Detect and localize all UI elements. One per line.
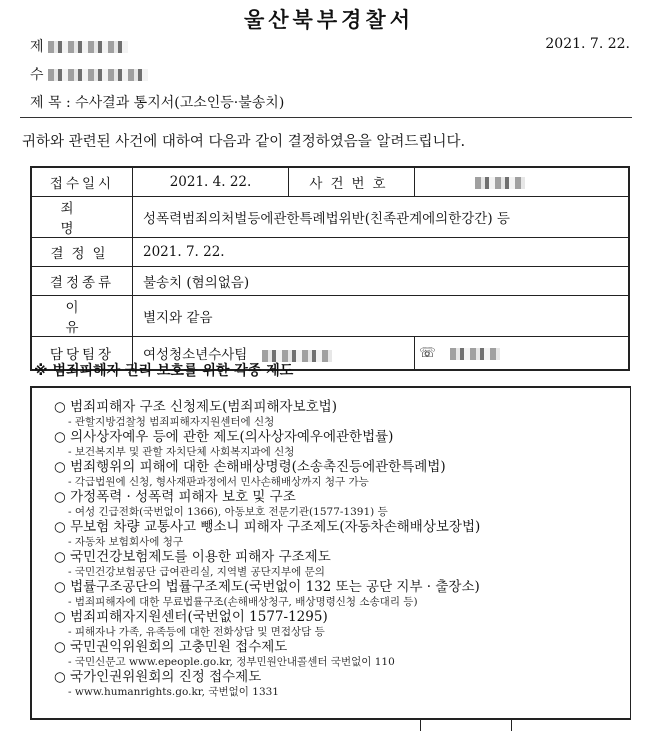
program-title-text: 국가인권위원회의 진정 접수제도 (70, 669, 262, 685)
officer-team: 여성청소년수사팀 (143, 347, 248, 363)
program-detail: - 여성 긴급전화(국번없이 1366), 아동보호 전문기관(1577-1391) 등 (68, 506, 388, 518)
bottom-box-stub (420, 718, 512, 731)
program-title-text: 법률구조공단의 법률구조제도(국번없이 132 또는 공단 지부 · 출장소) (70, 579, 480, 595)
program-title: ○ 국가인권위원회의 진정 접수제도 (54, 669, 262, 685)
program-title: ○ 가정폭력 · 성폭력 피해자 보호 및 구조 (54, 489, 296, 505)
program-title: ○ 국민권익위원회의 고충민원 접수제도 (54, 639, 288, 655)
phone-icon: ☏ (419, 345, 436, 361)
program-detail: - 보건복지부 및 관할 자치단체 사회복지과에 신청 (68, 446, 295, 458)
program-title-text: 무보험 차량 교통사고 뺑소니 피해자 구조제도(자동차손해배상보장법) (70, 519, 481, 535)
sender-line (30, 36, 128, 56)
recipient-label: 수 (30, 67, 44, 83)
program-detail: - 관할지방검찰청 범죄피해자지원센터에 신청 (68, 416, 275, 428)
program-detail: - 범죄피해자에 대한 무료법률구조(손해배상청구, 배상명령신청 소송대리 등) (68, 596, 418, 608)
redacted-phone (450, 348, 500, 360)
program-detail: - 피해자나 가족, 유족등에 대한 전화상담 및 면접상담 등 (68, 626, 325, 638)
list-item (54, 550, 480, 580)
programs-list (54, 400, 480, 700)
subject-label: 제 목 : (30, 95, 71, 111)
section-title: ※ 범죄피해자 권리 보호를 위한 각종 제도 (34, 363, 294, 379)
list-item (54, 520, 480, 550)
decision-type-label: 결정종류 (31, 267, 133, 296)
table-row (31, 267, 629, 296)
program-detail: - 자동차 보험회사에 청구 (68, 536, 183, 548)
officer-label: 담당팀장 (31, 337, 133, 371)
program-detail: - www.humanrights.go.kr, 국번없이 1331 (68, 686, 279, 698)
program-title: ○ 국민건강보험제도를 이용한 피해자 구조제도 (54, 549, 331, 565)
redacted-recipient (48, 69, 148, 81)
program-title: ○ 범죄행위의 피해에 대한 손해배상명령(소송촉진등에관한특례법) (54, 459, 446, 475)
recipient-line (30, 64, 148, 84)
program-title-text: 범죄행위의 피해에 대한 손해배상명령(소송촉진등에관한특례법) (70, 459, 446, 475)
charge-value: 성폭력범죄의처벌등에관한특례법위반(친족관계에의한강간) 등 (133, 197, 630, 238)
table-row (31, 238, 629, 267)
table-row (31, 197, 629, 238)
program-title: ○ 무보험 차량 교통사고 뺑소니 피해자 구조제도(자동차손해배상보장법) (54, 519, 481, 535)
subject-line (30, 92, 284, 112)
program-title: ○ 범죄피해자 구조 신청제도(범죄피해자보호법) (54, 399, 337, 415)
table-row (31, 167, 629, 197)
program-title: ○ 의사상자예우 등에 관한 제도(의사상자예우에관한법률) (54, 429, 394, 445)
decision-date-value: 2021. 7. 22. (133, 238, 630, 267)
case-no-value (415, 167, 630, 197)
list-item (54, 430, 480, 460)
list-item (54, 670, 480, 700)
list-item (54, 610, 480, 640)
program-detail: - 국민건강보험공단 급여관리실, 지역별 공단지부에 문의 (68, 566, 325, 578)
charge-label: 죄 명 (31, 197, 133, 238)
list-item (54, 640, 480, 670)
program-title: ○ 범죄피해자지원센터(국번없이 1577-1295) (54, 609, 328, 625)
list-item (54, 400, 480, 430)
document-date: 2021. 7. 22. (545, 36, 630, 52)
list-item (54, 580, 480, 610)
redacted-sender (48, 41, 128, 53)
decision-date-label: 결정일 (31, 238, 133, 267)
case-info-table (30, 166, 630, 371)
program-title-text: 국민권익위원회의 고충민원 접수제도 (70, 639, 288, 655)
program-title: ○ 법률구조공단의 법률구조제도(국번없이 132 또는 공단 지부 · 출장소) (54, 579, 480, 595)
subject: 수사결과 통지서(고소인등·불송치) (75, 95, 285, 111)
decision-type-value: 불송치 (혐의없음) (133, 267, 630, 296)
table-row (31, 296, 629, 337)
list-item (54, 490, 480, 520)
programs-box (30, 386, 631, 720)
sender-label: 제 (30, 39, 44, 55)
program-title-text: 범죄피해자지원센터(국번없이 1577-1295) (70, 609, 328, 625)
received-label: 접수일시 (31, 167, 133, 197)
received-value: 2021. 4. 22. (133, 167, 289, 197)
redacted-case-no (475, 177, 525, 189)
program-detail: - 국민신문고 www.epeople.go.kr, 정부민원안내콜센터 국번없이 110 (68, 656, 395, 668)
officer-phone (415, 337, 630, 371)
program-title-text: 의사상자예우 등에 관한 제도(의사상자예우에관한법률) (70, 429, 394, 445)
program-detail: - 각급법원에 신청, 형사재판과정에서 민사손해배상까지 청구 가능 (68, 476, 369, 488)
list-item (54, 460, 480, 490)
program-title-text: 국민건강보험제도를 이용한 피해자 구조제도 (70, 549, 331, 565)
case-no-label: 사건번호 (289, 167, 415, 197)
program-title-text: 가정폭력 · 성폭력 피해자 보호 및 구조 (70, 489, 296, 505)
divider (20, 117, 632, 118)
agency-title: 울산북부경찰서 (243, 8, 414, 32)
reason-label: 이 유 (31, 296, 133, 337)
program-title-text: 범죄피해자 구조 신청제도(범죄피해자보호법) (70, 399, 337, 415)
reason-value: 별지와 같음 (133, 296, 630, 337)
intro-text: 귀하와 관련된 사건에 대하여 다음과 같이 결정하였음을 알려드립니다. (22, 134, 466, 150)
